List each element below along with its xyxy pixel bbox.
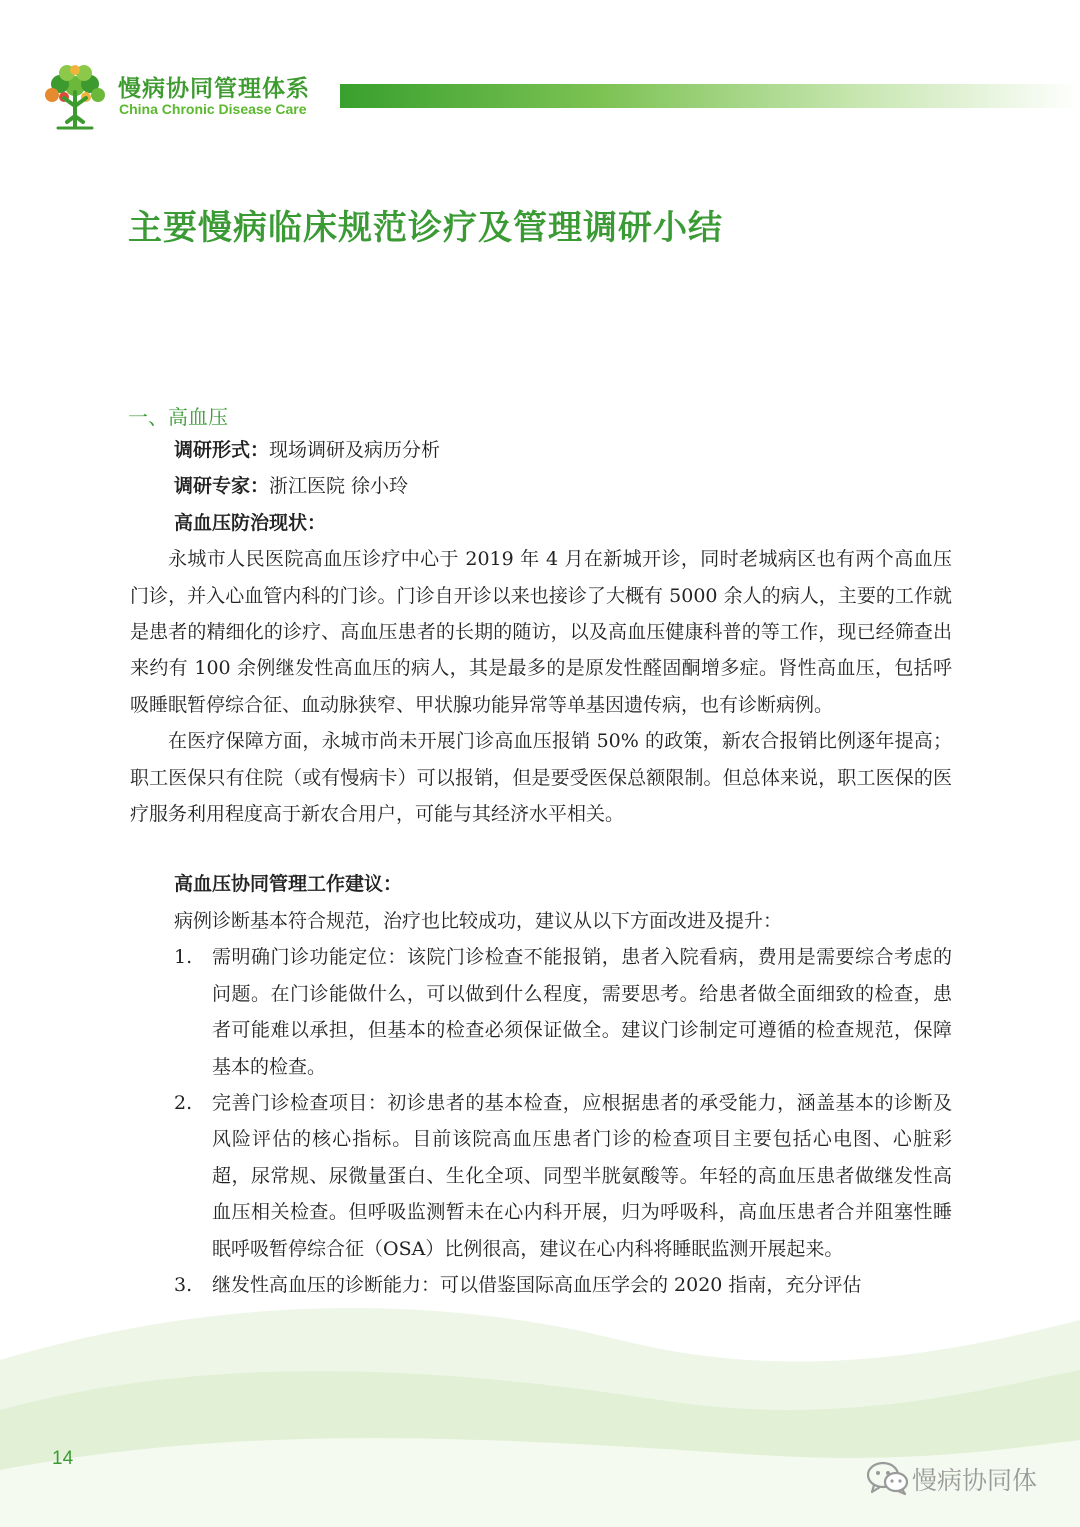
page-number: 14 — [52, 1448, 74, 1469]
watermark-text: 慢病协同体 — [912, 1466, 1038, 1495]
list-item-number: 1. — [174, 946, 193, 969]
suggestion-list — [130, 939, 952, 1303]
list-item-number: 3. — [174, 1273, 193, 1296]
page-title: 主要慢病临床规范诊疗及管理调研小结 — [128, 208, 723, 248]
suggestion-heading: 高血压协同管理工作建议： — [174, 873, 403, 896]
list-item-text: 需明确门诊功能定位：该院门诊检查不能报销，患者入院看病，费用是需要综合考虑的问题。在门诊能做什么，可以做到什么程度，需要思考。给患者做全面细致的检查，患者可能难以承担，但基本的检查必须保证做全。建议门诊制定可遵循的检查规范，保障基本的检查。 — [212, 946, 952, 1078]
section-heading: 一、高血压 — [128, 405, 228, 429]
brand-name-en: China Chronic Disease Care — [119, 101, 307, 117]
list-item — [130, 1267, 952, 1303]
list-item-text: 完善门诊检查项目：初诊患者的基本检查，应根据患者的承受能力，涵盖基本的诊断及风险评估的核心指标。目前该院高血压患者门诊的检查项目主要包括心电图、心脏彩超，尿常规、尿微量蛋白、生化全项、同型半胱氨酸等。年轻的高血压患者做继发性高血压相关检查。但呼吸监测暂未在心内科开展，归为呼吸科，高血压患者合并阻塞性睡眠呼吸暂停综合征（OSA）比例很高，建议在心内科将睡眠监测开展起来。 — [212, 1091, 952, 1260]
survey-form-line — [130, 432, 952, 468]
survey-form-label: 调研形式： — [174, 439, 270, 461]
list-item — [130, 939, 952, 1085]
brand-name-cn: 慢病协同管理体系 — [118, 76, 310, 102]
header-gradient-bar — [340, 84, 1080, 108]
paragraph: 永城市人民医院高血压诊疗中心于 2019 年 4 月在新城开诊，同时老城病区也有两个高血压门诊，并入心血管内科的门诊。门诊自开诊以来也接诊了大概有 5000 余人的病人，主要的工作就是患者的精细化的诊疗、高血压患者的长期的随访，以及高血压健康科普的等工作，现已经筛查出来约有 100 余例继发性高血压的病人，其是最多的是原发性醛固酮增多症。肾性高血压，包括呼吸睡眠暂停综合征、血动脉狭窄、甲状腺功能异常等单基因遗传病，也有诊断病例。 — [130, 548, 952, 716]
survey-form-value: 现场调研及病历分析 — [269, 439, 441, 461]
document-body — [130, 432, 952, 1303]
wechat-icon — [866, 1460, 910, 1496]
survey-expert-label: 调研专家： — [174, 475, 270, 498]
list-item-number: 2. — [174, 1091, 193, 1114]
tree-logo-icon — [40, 62, 110, 132]
survey-expert-value: 浙江医院 徐小玲 — [269, 475, 409, 498]
status-heading: 高血压防治现状： — [174, 511, 327, 534]
paragraph: 在医疗保障方面，永城市尚未开展门诊高血压报销 50% 的政策，新农合报销比例逐年提高；职工医保只有住院（或有慢病卡）可以报销，但是要受医保总额限制。但总体来说，职工医保的医疗服务利用程度高于新农合用户，可能与其经济水平相关。 — [130, 730, 952, 826]
survey-expert-line — [130, 468, 952, 504]
list-item — [130, 1085, 952, 1267]
list-item-text: 继发性高血压的诊断能力：可以借鉴国际高血压学会的 2020 指南，充分评估 — [212, 1273, 862, 1296]
suggestion-intro: 病例诊断基本符合规范，治疗也比较成功，建议从以下方面改进及提升： — [174, 909, 783, 932]
